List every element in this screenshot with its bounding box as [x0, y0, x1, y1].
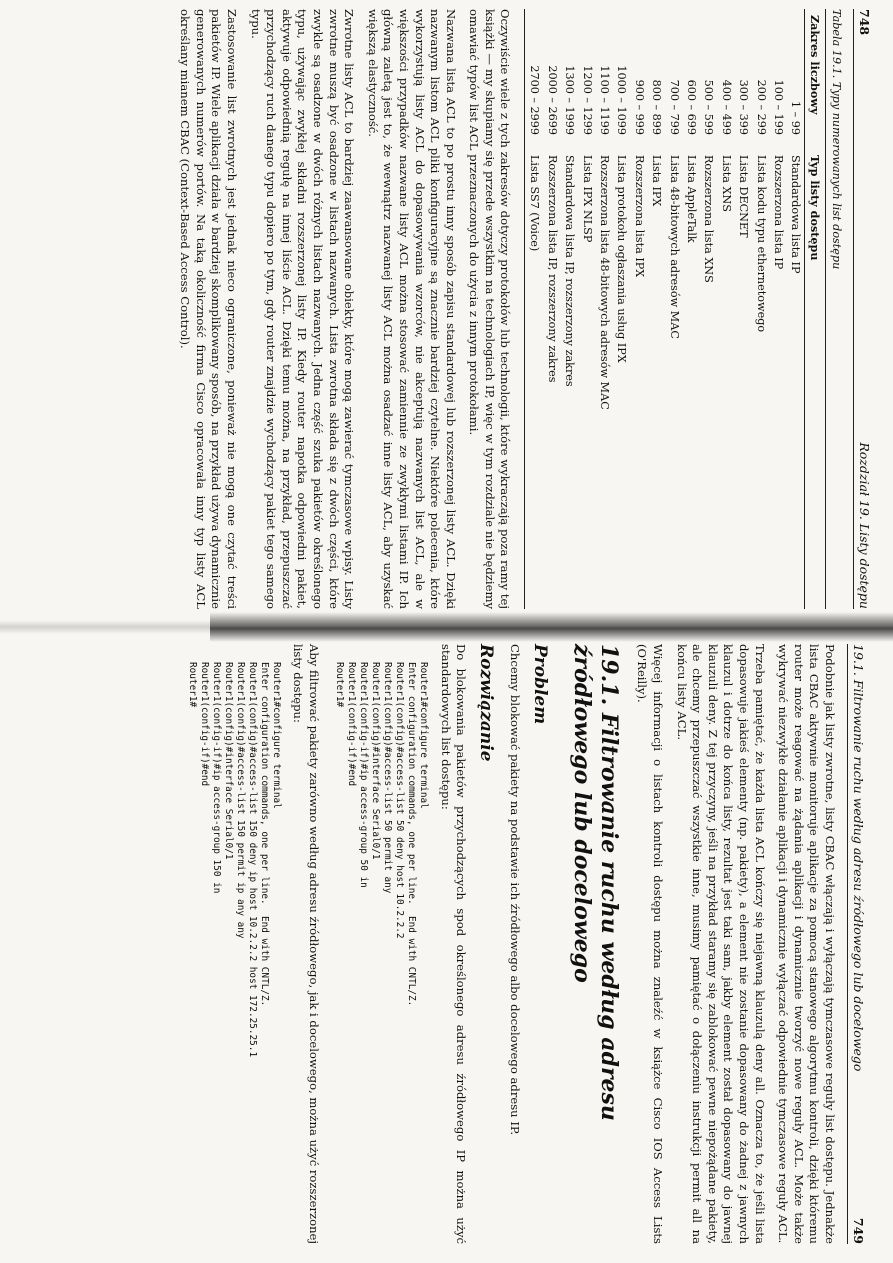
type-cell: Lista kodu typu ethernetowego — [754, 155, 768, 333]
range-cell: 100 – 199 — [772, 79, 786, 135]
body-paragraph: Zwrotne listy ACL to bardziej zaawansowane obiekty, które mogą zawierać tymczasowe wpisy. Listy zwrotne muszą być osadzone w listach nazwanych. Lista zwrotna składa się z dwóch części, które zwykle są osadzone w dwóch różnych listach nazwanych. Jedna część szuka pakietów określonego typu, używając zwykłej składni rozszerzonej listy IP. Kiedy router napotka odpowiedni pakiet, aktywuje odpowiednią regułę na innej liście ACL. Dzięki temu można, na przykład, przepuszczać przychodzący ruch danego typu dopiero po tym, gdy router znajdzie wychodzący pakiet tego samego typu. — [248, 9, 357, 609]
range-cell: 2700 – 2999 — [525, 9, 543, 149]
code-line: Enter configuration commands, one per line. End with CNTL/Z. — [258, 662, 270, 1007]
code-line: Router1(config)#access-list 150 permit ip any any — [234, 662, 246, 939]
table-row — [787, 9, 805, 609]
type-cell: Lista 48-bitowych adresów MAC — [667, 155, 681, 339]
table-row — [682, 9, 699, 609]
body-paragraph: Aby filtrować pakiety zarówno według adresu źródłowego, jak i docelowego, można użyć rozszerzonej listy dostępu: — [291, 644, 322, 1244]
range-cell: 400 – 499 — [719, 79, 733, 135]
range-cell: 1200 – 1299 — [580, 65, 594, 135]
code-line: Router1(config-if)#end — [346, 662, 358, 787]
body-paragraph: Podobnie jak listy zwrotne, listy CBAC włączają i wyłączają tymczasowe reguły list dostępu. Jednakże lista CBAC aktywnie monitoruje aplikacje za pomocą stanowego algorytmu kontroli, dzięki któremu router może reagować na żądania aplikacji i dynamicznie tworzyć nowe reguły ACL. Może także wykrywać niezwykłe działanie aplikacji i dynamicznie wyłączać odpowiednie tymczasowe reguły ACL. — [776, 644, 837, 1244]
right-page — [0, 638, 893, 1258]
table-row — [595, 9, 612, 609]
type-cell: Rozszerzona lista IP, rozszerzony zakres — [545, 155, 559, 383]
table-row — [560, 9, 577, 609]
table-body — [525, 9, 805, 609]
section-title: 19.1. Filtrowanie ruchu według adresu źródłowego lub docelowego — [568, 644, 622, 1121]
range-cell: 1100 – 1199 — [598, 65, 612, 135]
code-line: Router1# — [186, 662, 198, 708]
code-line: Enter configuration commands, one per line. End with CNTL/Z. — [406, 662, 418, 1007]
type-cell: Rozszerzona lista XNS — [702, 155, 716, 283]
code-line: Router1(config)#access-list 150 deny ip host 10.2.2.2 host 172.25.25.1 — [246, 662, 258, 1058]
acl-types-table — [525, 9, 827, 609]
body-paragraph: Więcej informacji o listach kontroli dostępu można znaleźć w książce Cisco IOS Access Lists (O'Reilly). — [635, 644, 666, 1244]
range-cell: 900 – 999 — [632, 79, 646, 135]
table-header-type: Typ listy dostępu — [805, 149, 826, 609]
left-page — [0, 5, 893, 625]
solution-heading: Rozwiązanie — [476, 644, 497, 762]
range-cell: 600 – 699 — [685, 79, 699, 135]
table-row — [665, 9, 682, 609]
type-cell: Lista IPX NLSP — [580, 155, 594, 243]
code-line: Router1(config-if)#end — [198, 662, 210, 787]
table-row — [769, 9, 786, 609]
table-row — [734, 9, 751, 609]
type-cell: Standardowa lista IP — [789, 155, 803, 274]
range-cell: 800 – 899 — [650, 79, 664, 135]
running-head-title: 19.1. Filtrowanie ruchu według adresu źródłowego lub docelowego — [851, 644, 866, 1072]
running-head-title: Rozdział 19. Listy dostępu — [857, 442, 872, 609]
left-page-sheet — [52, 9, 872, 609]
code-line: Router1(config)#interface Serial0/1 — [370, 662, 382, 860]
type-cell: Lista XNS — [719, 155, 733, 212]
table-row — [578, 9, 595, 609]
body-paragraph: Nazwana lista ACL to po prostu inny sposób zapisu standardowej lub rozszerzonej listy ACL. Dzięki nazwanym listom ACL pliki konfiguracyjne są znacznie bardziej czytelne. Niektóre polecenia, które wykorzystują listy ACL do dopasowywania wzorców, nie akceptują nazwanych list ACL, ale w większości przypadków nazwane listy ACL można stosować zamiennie ze zwykłymi listami IP. Ich główną zaletą jest to, że wewnątrz nazwanej listy ACL można osadzać inne listy ACL, aby uzyskać większą elastyczność. — [365, 9, 458, 609]
range-cell: 2000 – 2699 — [545, 65, 559, 135]
page-gutter-shadow — [0, 620, 210, 634]
range-cell: 200 – 299 — [754, 79, 768, 135]
table-row — [630, 9, 647, 609]
code-line: Router1#configure terminal — [418, 662, 430, 809]
range-cell: 1300 – 1999 — [563, 65, 577, 135]
code-line: Router1(config)#access-list 50 permit any — [382, 662, 394, 894]
type-cell: Rozszerzona lista IPX — [632, 155, 646, 278]
code-line: Router1(config)#interface Serial0/1 — [222, 662, 234, 860]
problem-heading: Problem — [529, 644, 550, 725]
table-row — [525, 9, 543, 609]
running-header — [853, 9, 872, 609]
code-line: Router1# — [334, 662, 346, 708]
range-cell: 700 – 799 — [667, 79, 681, 135]
code-line: Router1(config)#access-list 50 deny host 10.2.2.2 — [394, 662, 406, 939]
table-caption: Tabela 19.1. Typy numerowanych list dostępu — [830, 9, 843, 270]
type-cell: Lista protokołu ogłaszania usług IPX — [615, 155, 629, 363]
range-cell: 500 – 599 — [702, 79, 716, 135]
table-row — [717, 9, 734, 609]
table-row — [700, 9, 717, 609]
code-line: Router1(config-if)#ip access-group 150 in — [210, 662, 222, 894]
type-cell: Rozszerzona lista IP — [772, 155, 786, 270]
type-cell: Standardowa lista IP, rozszerzony zakres — [563, 155, 577, 387]
table-row — [543, 9, 560, 609]
running-header — [847, 644, 866, 1244]
body-paragraph: Oczywiście wiele z tych zakresów dotyczy protokołów lub technologii, które wykraczają poza ramy tej książki — my skupiamy się przede wszystkim na technologiach IP, więc w tym rozdziale nie będziemy omawiać typów list ACL przeznaczonych do użycia z innym protokołami. — [467, 9, 513, 609]
table-header-range: Zakres liczbowy — [805, 9, 826, 149]
page-number: 748 — [857, 9, 872, 36]
table-row — [647, 9, 664, 609]
range-cell: 300 – 399 — [737, 79, 751, 135]
table-row — [613, 9, 630, 609]
code-line: Router1#configure terminal — [270, 662, 282, 809]
range-cell: 1000 – 1099 — [615, 65, 629, 135]
type-cell: Lista AppleTalk — [685, 155, 699, 243]
body-paragraph: Trzeba pamiętać, że każda lista ACL kończy się niejawną klauzulą deny all. Oznacza to, że jeśli lista dopasowuje jakieś elementy (np. pakiety), a element nie zostanie dopasowany do żadnej z jawnych klauzul i dotrze do końca listy, rezultat jest taki sam, jakby element został dopasowany do jawnej klauzuli deny. Z tej przyczyny, jeśli na przykład staramy się zablokować pewne niepożądane pakiety, ale chcemy przepuszczać wszystkie inne, musimy pamiętać o dołączeniu instrukcji permit all na końcu listy ACL. — [674, 644, 767, 1244]
code-listing-extended-acl — [186, 662, 282, 1244]
code-line: Router1(config-if)#ip access-group 50 in — [358, 662, 370, 888]
table-row — [752, 9, 769, 609]
type-cell: Lista DECNET — [737, 155, 751, 238]
range-cell: 1 – 99 — [789, 100, 803, 135]
code-listing-standard-acl — [333, 662, 429, 1244]
problem-text: Chcemy blokować pakiety na podstawie ich źródłowego albo docelowego adresu IP. — [507, 644, 522, 1136]
type-cell: Lista IPX — [650, 155, 664, 207]
type-cell: Rozszerzona lista 48-bitowych adresów MAC — [598, 155, 612, 410]
page-number: 749 — [851, 1217, 866, 1244]
solution-text: Do blokowania pakietów przychodzących spod określonego adresu źródłowego IP można użyć standardowych list dostępu: — [438, 644, 469, 1244]
right-page-sheet — [46, 644, 866, 1244]
type-cell: Lista SS7 (Voice) — [525, 149, 543, 609]
body-paragraph: Zastosowanie list zwrotnych jest jednak nieco ograniczone, ponieważ nie mogą one czytać treści pakietów IP. Wiele aplikacji działa w bardziej skomplikowany sposób, na przykład używa dynamicznie generowanych numerów portów. Na taką okoliczność firma Cisco opracowała inny typ listy ACL określany mianem CBAC (Context-Based Access Control). — [178, 9, 239, 609]
